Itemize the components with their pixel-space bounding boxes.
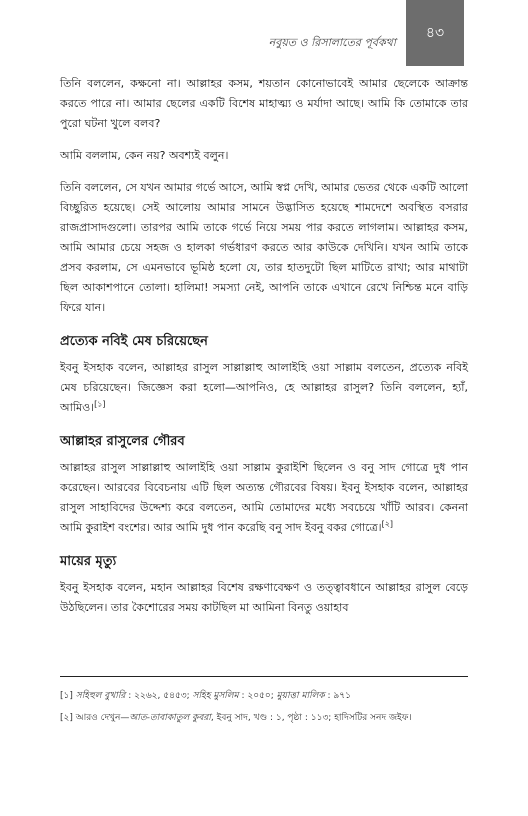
paragraph-1: তিনি বললেন, কক্ষনো না। আল্লাহর কসম, শয়তান কোনোভাবেই আমার ছেলেকে আক্রান্ত করতে পারে না। আমার ছেলের একটি বিশেষ মাহাত্ম্য ও মর্যাদা আছে। আমি কি তোমাকে তার পুরো ঘটনা খুলে বলব? bbox=[60, 77, 468, 130]
footnote-2-number: [২] bbox=[60, 713, 73, 723]
page-number-text: ৪৩ bbox=[425, 25, 445, 41]
footnote-1-source-bukhari: সহিহুল বুখারি bbox=[75, 691, 126, 701]
paragraph-4 bbox=[60, 358, 468, 418]
paragraph-2: আমি বললাম, কেন নয়? অবশ্যই বলুন। bbox=[60, 149, 229, 162]
footnote-1-ref-muwatta: : ৯৭১ bbox=[324, 691, 351, 701]
paragraph-5 bbox=[60, 458, 468, 538]
footnote-2-source-title: আত-তাবাকাতুল কুবরা bbox=[129, 713, 211, 723]
main-content bbox=[60, 74, 468, 630]
footnote-2-details: , ইবনু সাদ, খণ্ড : ১, পৃষ্ঠা : ১১৩; হাদিসটির সনদ জইফ। bbox=[210, 713, 412, 723]
footnotes bbox=[60, 676, 468, 731]
paragraph-3: তিনি বললেন, সে যখন আমার গর্ভে আসে, আমি স্বপ্ন দেখি, আমার ভেতর থেকে একটি আলো বিচ্ছুরিত হয়েছে। সেই আলোয় আমার সামনে উদ্ভাসিত হয়েছে শামদেশে অবস্থিত বসরার রাজপ্রাসাদগুলো। তারপর আমি তাকে গর্ভে নিয়ে সময় পার করতে লাগলাম। আল্লাহর কসম, আমি আমার চেয়ে সহজ ও হালকা গর্ভধারণ করতে আর কাউকে দেখিনি। যখন আমি তাকে প্রসব করলাম, সে এমনভাবে ভূমিষ্ঠ হলো যে, তার হাতদুটো ছিল মাটিতে রাখা; আর মাথাটা ছিল আকাশপানে তোলা। হালিমা! সমস্যা নেই, আপনি তাকে এখানে রেখে নিশ্চিন্ত মনে বাড়ি ফিরে যান। bbox=[60, 181, 468, 314]
paragraph-4-text: ইবনু ইসহাক বলেন, আল্লাহর রাসুল সাল্লাল্লাহু আলাইহি ওয়া সাল্লাম বলতেন, প্রত্যেক নবিই মেষ চরিয়েছেন। জিজ্ঞেস করা হলো—আপনিও, হে আল্লাহর রাসুল? তিনি বললেন, হ্যাঁ, আমিও। bbox=[60, 361, 468, 414]
page-number bbox=[406, 0, 464, 66]
section-heading-glory: আল্লাহর রাসুলের গৌরব bbox=[60, 434, 185, 449]
footnote-2 bbox=[60, 709, 468, 727]
footnote-1-source-muwatta: মুয়াত্তা মালিক bbox=[276, 691, 325, 701]
footnote-2-intro: আরও দেখুন— bbox=[72, 713, 130, 723]
footnote-1-number: [১] bbox=[60, 691, 73, 701]
footnote-1-ref-bukhari: : ২২৬২, ৫৪৫৩; bbox=[125, 691, 193, 701]
footnote-1-source-muslim: সহিহ মুসলিম bbox=[192, 691, 239, 701]
paragraph-6: ইবনু ইসহাক বলেন, মহান আল্লাহর বিশেষ রক্ষণাবেক্ষণ ও তত্ত্বাবধানে আল্লাহর রাসুল বেড়ে উঠছিলেন। তার কৈশোরের সময় কাটছিল মা আমিনা বিনতু ওয়াহাব bbox=[60, 581, 468, 614]
footnote-1-ref-muslim: : ২০৫০; bbox=[238, 691, 277, 701]
section-heading-mother: মায়ের মৃত্যু bbox=[60, 554, 117, 569]
section-heading-shepherd: প্রত্যেক নবিই মেষ চরিয়েছেন bbox=[60, 334, 208, 349]
footnote-ref-1[interactable]: [১] bbox=[94, 399, 106, 409]
paragraph-5-text: আল্লাহর রাসুল সাল্লাল্লাহু আলাইহি ওয়া সাল্লাম কুরাইশি ছিলেন ও বনু সাদ গোত্রে দুধ পান করেছেন। আরবের বিবেচনায় এটি ছিল অত্যন্ত গৌরবের বিষয়। ইবনু ইসহাক বলেন, আল্লাহর রাসুল সাহাবিদের উদ্দেশ্য করে বলতেন, আমি তোমাদের মধ্যে সবচেয়ে খাঁটি আরব। কেননা আমি কুরাইশ বংশের। আর আমি দুধ পান করেছি বনু সাদ ইবনু বকর গোত্রে। bbox=[60, 461, 468, 534]
footnote-ref-2[interactable]: [২] bbox=[381, 519, 394, 529]
footnote-1 bbox=[60, 687, 468, 705]
running-head: নবুয়ত ও রিসালাতের পূর্বকথা bbox=[268, 36, 396, 49]
